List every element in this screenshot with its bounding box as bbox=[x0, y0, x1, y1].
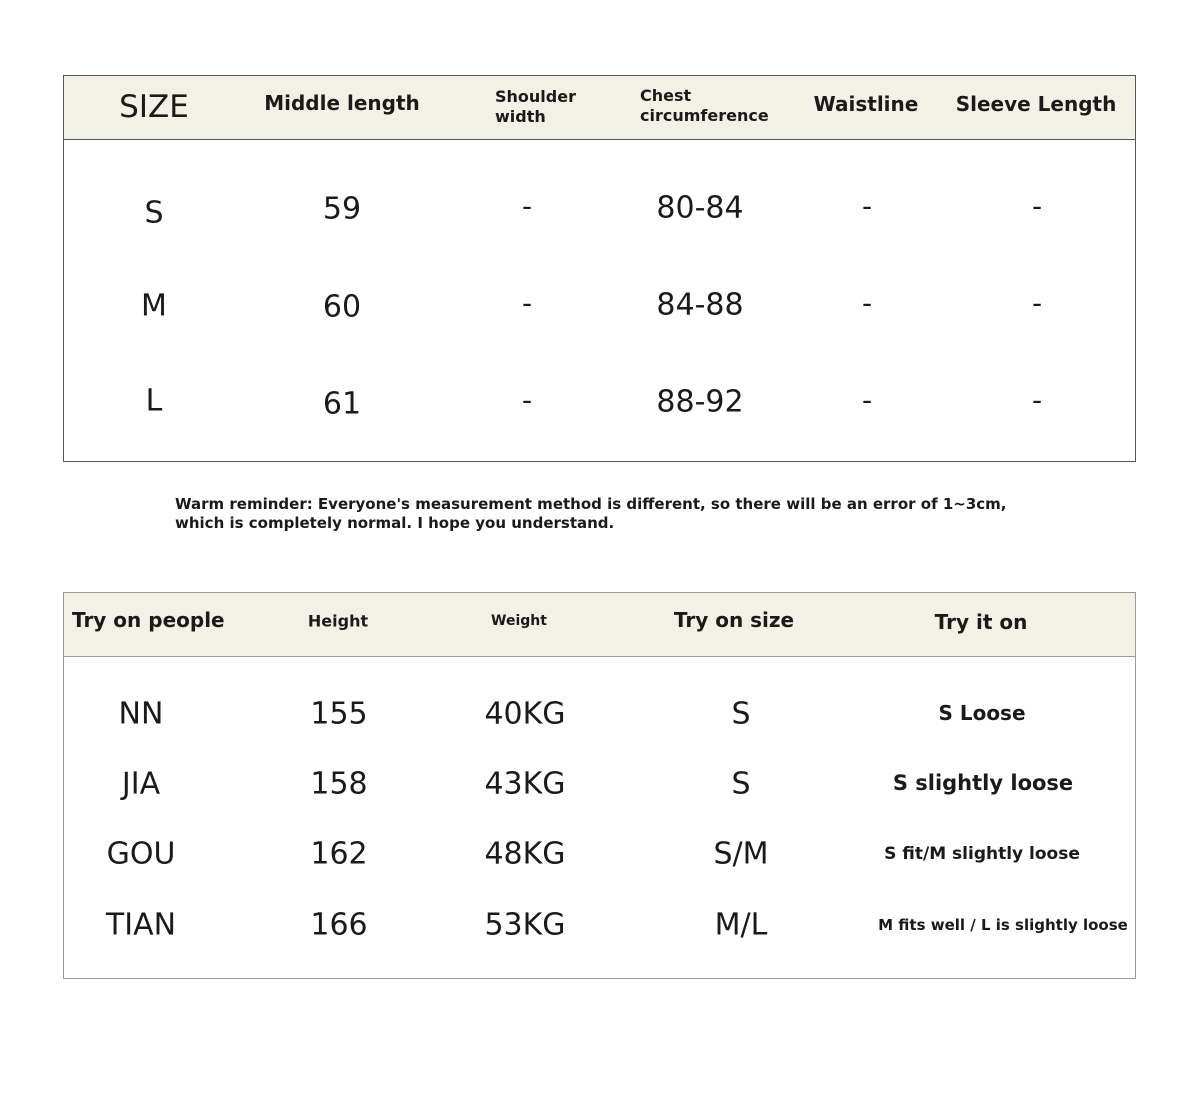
header-waistline: Waistline bbox=[813, 92, 919, 116]
person-name-cell: NN bbox=[118, 696, 164, 732]
shoulder-width-cell: - bbox=[521, 189, 533, 223]
header-weight: Weight bbox=[491, 613, 547, 629]
try-on-size-cell: M/L bbox=[714, 907, 768, 943]
middle-length-cell: 61 bbox=[322, 386, 362, 422]
size-cell: L bbox=[145, 383, 163, 419]
height-cell: 155 bbox=[310, 696, 368, 732]
weight-cell: 48KG bbox=[484, 836, 566, 872]
header-shoulder-width: Shoulder width bbox=[495, 87, 576, 126]
header-try-it-on: Try it on bbox=[934, 610, 1028, 634]
size-cell: S bbox=[144, 195, 164, 231]
header-sleeve-length: Sleeve Length bbox=[955, 92, 1117, 116]
try-on-size-cell: S/M bbox=[713, 836, 769, 872]
height-cell: 158 bbox=[310, 766, 368, 802]
chest-cell: 88-92 bbox=[656, 384, 744, 420]
weight-cell: 43KG bbox=[484, 766, 566, 802]
try-on-note-cell: M fits well / L is slightly loose bbox=[878, 916, 1128, 934]
sleeve-length-cell: - bbox=[1031, 286, 1043, 320]
header-height: Height bbox=[307, 611, 369, 631]
size-chart-header-row bbox=[64, 76, 1135, 140]
weight-cell: 40KG bbox=[484, 696, 566, 732]
weight-cell: 53KG bbox=[484, 907, 566, 943]
middle-length-cell: 60 bbox=[322, 289, 362, 325]
try-on-note-cell: S slightly loose bbox=[892, 771, 1074, 795]
try-on-table bbox=[63, 592, 1136, 979]
try-on-size-cell: S bbox=[731, 696, 751, 732]
warm-reminder-text: Warm reminder: Everyone's measurement method is different, so there will be an error of 1~3cm, which is completely normal. I hope you understand. bbox=[175, 495, 1007, 532]
size-chart-table bbox=[63, 75, 1136, 462]
try-on-note-cell: S Loose bbox=[938, 701, 1026, 725]
shoulder-width-cell: - bbox=[521, 286, 533, 320]
header-chest-circumference: Chest circumference bbox=[640, 86, 769, 125]
try-on-header-row bbox=[64, 593, 1135, 657]
header-size: SIZE bbox=[119, 89, 189, 125]
header-try-on-people: Try on people bbox=[72, 608, 225, 632]
shoulder-width-cell: - bbox=[521, 383, 533, 417]
waistline-cell: - bbox=[861, 189, 873, 223]
person-name-cell: JIA bbox=[121, 766, 161, 802]
header-middle-length: Middle length bbox=[264, 91, 420, 115]
height-cell: 166 bbox=[310, 907, 368, 943]
size-cell: M bbox=[141, 288, 167, 324]
try-on-note-cell: S fit/M slightly loose bbox=[884, 844, 1080, 864]
middle-length-cell: 59 bbox=[322, 191, 362, 227]
person-name-cell: TIAN bbox=[105, 907, 177, 943]
sleeve-length-cell: - bbox=[1031, 383, 1043, 417]
sleeve-length-cell: - bbox=[1031, 189, 1043, 223]
try-on-size-cell: S bbox=[731, 766, 751, 802]
chest-cell: 80-84 bbox=[656, 190, 744, 226]
chest-cell: 84-88 bbox=[656, 287, 744, 323]
waistline-cell: - bbox=[861, 383, 873, 417]
height-cell: 162 bbox=[310, 836, 368, 872]
header-try-on-size: Try on size bbox=[673, 608, 795, 632]
person-name-cell: GOU bbox=[106, 836, 176, 872]
waistline-cell: - bbox=[861, 286, 873, 320]
